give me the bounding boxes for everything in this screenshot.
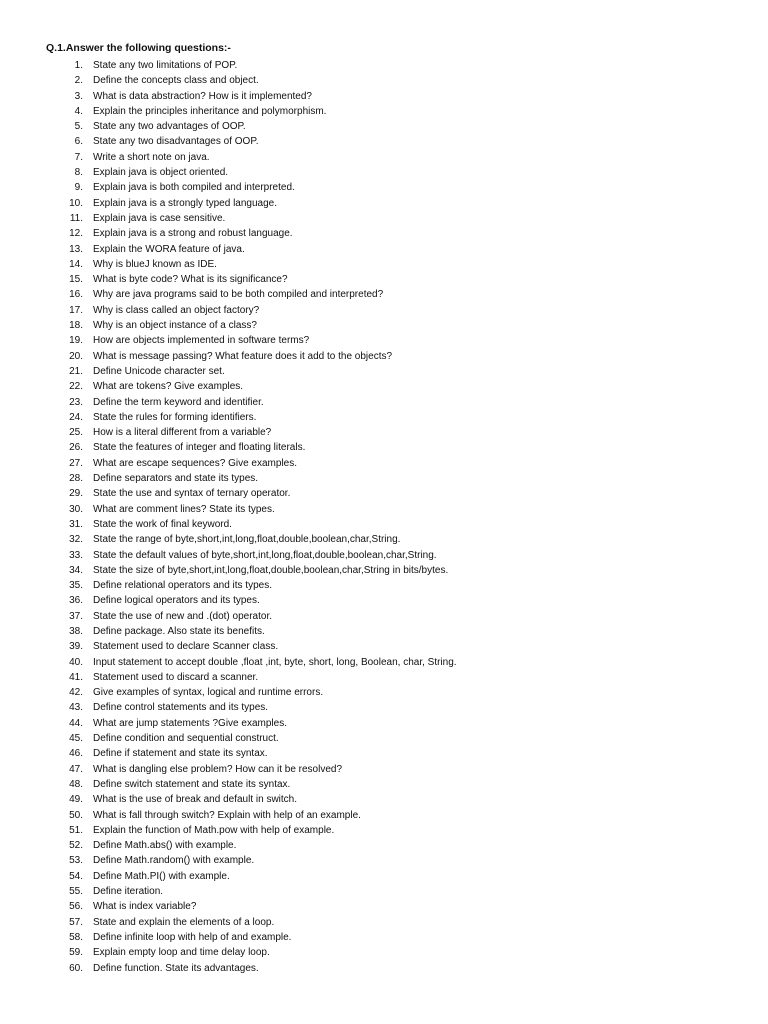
- question-number: 30.: [69, 503, 83, 515]
- question-text: Define Math.PI() with example.: [93, 870, 230, 882]
- question-text: Statement used to declare Scanner class.: [93, 641, 279, 653]
- question-number: 19.: [69, 335, 83, 347]
- question-text: State the work of final keyword.: [93, 518, 232, 530]
- question-number: 52.: [69, 840, 83, 852]
- question-text: Define the concepts class and object.: [93, 75, 259, 87]
- question-text: Define control statements and its types.: [93, 702, 269, 714]
- question-text: State the use and syntax of ternary operator.: [93, 488, 291, 500]
- question-number: 59.: [69, 947, 83, 959]
- question-number: 25.: [69, 427, 83, 439]
- question-number: 60.: [69, 962, 83, 974]
- question-number: 56.: [69, 901, 83, 913]
- question-text: What is fall through switch? Explain with help of an example.: [93, 809, 361, 821]
- question-number: 18.: [69, 320, 83, 332]
- question-number: 57.: [69, 916, 83, 928]
- question-text: Define function. State its advantages.: [93, 962, 259, 974]
- question-text: Define logical operators and its types.: [93, 595, 260, 607]
- question-text: Explain the principles inheritance and polymorphism.: [93, 105, 327, 117]
- question-text: How are objects implemented in software terms?: [93, 335, 310, 347]
- question-number: 41.: [69, 671, 83, 683]
- question-number: 29.: [69, 488, 83, 500]
- question-text: Explain java is a strong and robust language.: [93, 228, 293, 240]
- question-text: State the rules for forming identifiers.: [93, 411, 257, 423]
- question-text: Why are java programs said to be both compiled and interpreted?: [93, 289, 384, 301]
- question-number: 7.: [74, 151, 83, 163]
- question-text: State the range of byte,short,int,long,float,double,boolean,char,String.: [93, 534, 401, 546]
- question-number: 43.: [69, 702, 83, 714]
- question-text: Define Math.abs() with example.: [93, 840, 237, 852]
- question-text: Explain the function of Math.pow with help of example.: [93, 824, 335, 836]
- question-number: 42.: [69, 687, 83, 699]
- question-text: Explain java is a strongly typed language.: [93, 197, 278, 209]
- question-text: Explain empty loop and time delay loop.: [93, 947, 270, 959]
- question-number: 6.: [74, 136, 83, 148]
- question-number: 21.: [69, 365, 83, 377]
- question-text: Define iteration.: [93, 886, 164, 898]
- question-number: 44.: [69, 717, 83, 729]
- question-text: Define Unicode character set.: [93, 365, 225, 377]
- question-text: Define separators and state its types.: [93, 473, 259, 485]
- question-number: 15.: [69, 274, 83, 286]
- question-number: 11.: [69, 212, 83, 224]
- question-number: 47.: [69, 763, 83, 775]
- question-text: What is dangling else problem? How can it be resolved?: [93, 763, 343, 775]
- question-number: 31.: [69, 518, 83, 530]
- question-number: 49.: [69, 794, 83, 806]
- question-number: 14.: [69, 258, 83, 270]
- question-number: 34.: [69, 564, 83, 576]
- question-number: 22.: [69, 381, 83, 393]
- question-number: 12.: [69, 228, 83, 240]
- question-text: Explain java is both compiled and interpreted.: [93, 182, 295, 194]
- question-text: State the size of byte,short,int,long,float,double,boolean,char,String in bits/bytes.: [93, 564, 449, 576]
- question-text: State any two disadvantages of OOP.: [93, 136, 259, 148]
- question-text: What is data abstraction? How is it implemented?: [93, 90, 312, 102]
- question-text: Define package. Also state its benefits.: [93, 625, 265, 637]
- question-number: 3.: [74, 90, 83, 102]
- question-number: 54.: [69, 870, 83, 882]
- question-number: 53.: [69, 855, 83, 867]
- question-text: Define relational operators and its types.: [93, 580, 272, 592]
- question-text: What is the use of break and default in switch.: [93, 794, 297, 806]
- question-number: 23.: [69, 396, 83, 408]
- question-number: 55.: [69, 886, 83, 898]
- question-text: Statement used to discard a scanner.: [93, 671, 259, 683]
- question-text: Explain java is case sensitive.: [93, 212, 226, 224]
- question-number: 28.: [69, 473, 83, 485]
- question-number: 37.: [69, 610, 83, 622]
- question-number: 39.: [69, 641, 83, 653]
- question-text: Write a short note on java.: [93, 151, 210, 163]
- question-text: Define if statement and state its syntax.: [93, 748, 268, 760]
- question-number: 24.: [69, 411, 83, 423]
- question-text: State the use of new and .(dot) operator.: [93, 610, 273, 622]
- question-number: 48.: [69, 778, 83, 790]
- question-number: 2.: [74, 75, 83, 87]
- question-number: 35.: [69, 580, 83, 592]
- question-number: 58.: [69, 931, 83, 943]
- question-text: Explain the WORA feature of java.: [93, 243, 245, 255]
- section-heading: Q.1.Answer the following questions:-: [46, 42, 231, 54]
- question-text: What are escape sequences? Give examples.: [93, 457, 297, 469]
- question-text: Define switch statement and state its syntax.: [93, 778, 291, 790]
- question-number: 38.: [69, 625, 83, 637]
- question-text: State and explain the elements of a loop.: [93, 916, 275, 928]
- question-text: State any two advantages of OOP.: [93, 121, 246, 133]
- question-text: What is message passing? What feature does it add to the objects?: [93, 350, 393, 362]
- question-text: Why is an object instance of a class?: [93, 320, 257, 332]
- question-text: Define condition and sequential construct.: [93, 733, 279, 745]
- question-number: 16.: [69, 289, 83, 301]
- question-number: 4.: [74, 105, 83, 117]
- question-text: What is byte code? What is its significance?: [93, 274, 288, 286]
- question-number: 32.: [69, 534, 83, 546]
- question-number: 13.: [69, 243, 83, 255]
- question-number: 27.: [69, 457, 83, 469]
- question-text: Input statement to accept double ,float ,int, byte, short, long, Boolean, char, String.: [93, 656, 457, 668]
- question-text: What are jump statements ?Give examples.: [93, 717, 287, 729]
- question-text: Why is class called an object factory?: [93, 304, 260, 316]
- question-text: What is index variable?: [93, 901, 197, 913]
- question-number: 26.: [69, 442, 83, 454]
- question-number: 10.: [69, 197, 83, 209]
- question-number: 20.: [69, 350, 83, 362]
- question-text: What are tokens? Give examples.: [93, 381, 244, 393]
- question-number: 46.: [69, 748, 83, 760]
- question-text: State any two limitations of POP.: [93, 60, 238, 71]
- question-text: Define Math.random() with example.: [93, 855, 255, 867]
- question-number: 40.: [69, 656, 83, 668]
- question-text: How is a literal different from a variable?: [93, 427, 272, 439]
- question-number: 36.: [69, 595, 83, 607]
- question-text: Why is blueJ known as IDE.: [93, 258, 217, 270]
- question-text: Define the term keyword and identifier.: [93, 396, 264, 408]
- question-text: Define infinite loop with help of and example.: [93, 931, 292, 943]
- question-number: 5.: [74, 121, 83, 133]
- question-number: 1.: [74, 60, 83, 71]
- question-number: 51.: [69, 824, 83, 836]
- question-number: 9.: [74, 182, 83, 194]
- question-text: What are comment lines? State its types.: [93, 503, 275, 515]
- question-text: State the default values of byte,short,int,long,float,double,boolean,char,String.: [93, 549, 437, 561]
- question-number: 45.: [69, 733, 83, 745]
- question-number: 17.: [69, 304, 83, 316]
- question-text: Give examples of syntax, logical and runtime errors.: [93, 687, 324, 699]
- question-text: State the features of integer and floating literals.: [93, 442, 306, 454]
- question-text: Explain java is object oriented.: [93, 167, 229, 179]
- question-number: 8.: [74, 167, 83, 179]
- question-number: 33.: [69, 549, 83, 561]
- question-number: 50.: [69, 809, 83, 821]
